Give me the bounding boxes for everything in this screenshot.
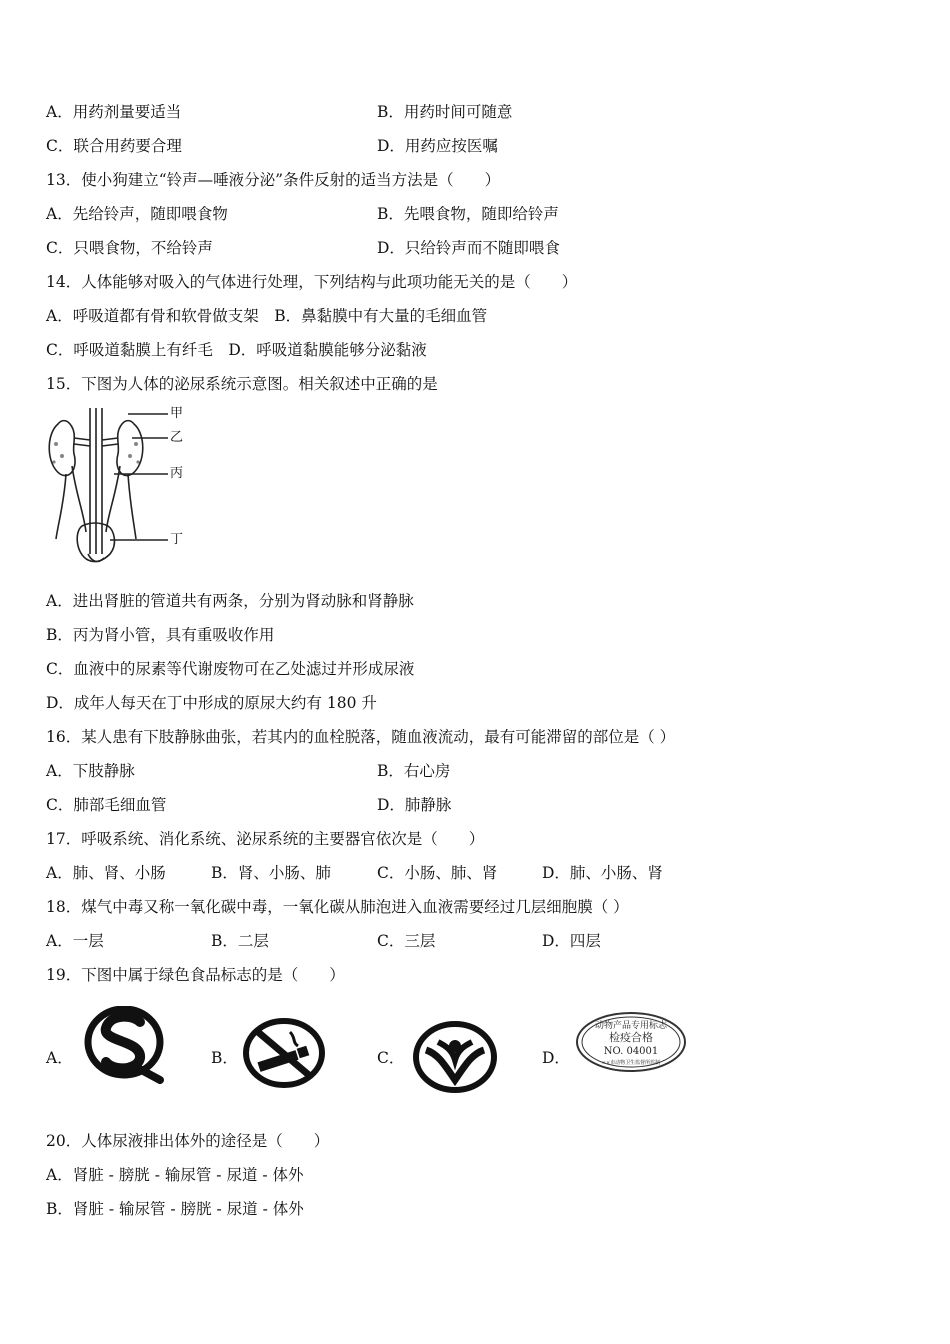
q12-option-c: C．联合用药要合理 [46,137,182,155]
q19-option-b: B． [211,1049,238,1067]
q20-option-b: B．肾脏 - 输尿管 - 膀胱 - 尿道 - 体外 [46,1200,304,1218]
q13-stem: 13．使小狗建立“铃声—唾液分泌”条件反射的适当方法是（ ） [46,171,501,189]
diagram-label-ding: 丁 [170,532,184,547]
quarantine-seal-icon [574,1010,690,1074]
q15-option-c: C．血液中的尿素等代谢废物可在乙处滤过并形成尿液 [46,660,415,678]
q18-option-a: A．一层 [46,932,104,950]
q13-option-c: C．只喂食物，不给铃声 [46,239,213,257]
diagram-label-yi: 乙 [170,430,184,445]
q16-option-c: C．肺部毛细血管 [46,796,167,814]
q14-stem: 14．人体能够对吸入的气体进行处理，下列结构与此项功能无关的是（ ） [46,273,578,291]
q16-stem: 16．某人患有下肢静脉曲张，若其内的血栓脱落，随血液流动，最有可能滞留的部位是（ ） [46,728,676,746]
diagram-label-bing: 丙 [170,466,184,481]
q13-option-b: B．先喂食物，随即给铃声 [377,205,559,223]
q13-option-a: A．先给铃声，随即喂食物 [46,205,228,223]
q19-option-c: C． [377,1049,405,1067]
seal-text-number: NO. 04001 [603,1046,659,1057]
q20-option-a: A．肾脏 - 膀胱 - 输尿管 - 尿道 - 体外 [46,1166,304,1184]
diagram-label-jia: 甲 [170,406,184,421]
q17-option-d: D．肺、小肠、肾 [542,864,663,882]
q17-option-c: C．小肠、肺、肾 [377,864,498,882]
q16-option-b: B．右心房 [377,762,451,780]
q16-option-a: A．下肢静脉 [46,762,135,780]
green-food-logo-icon [412,1020,498,1094]
q18-option-d: D．四层 [542,932,601,950]
q15-option-d: D．成年人每天在丁中形成的原尿大约有 180 升 [46,694,377,712]
q15-option-a: A．进出肾脏的管道共有两条，分别为肾动脉和肾静脉 [46,592,414,610]
seal-text-bottom: ××市动物卫生监督所监制 [601,1060,661,1066]
q16-option-d: D．肺静脉 [377,796,452,814]
no-smoking-icon [242,1018,326,1088]
q12-option-a: A．用药剂量要适当 [46,103,182,121]
seal-text-top: 动物产品专用标志 [594,1021,668,1031]
q20-stem: 20．人体尿液排出体外的途径是（ ） [46,1132,330,1150]
q12-option-b: B．用药时间可随意 [377,103,513,121]
q18-option-b: B．二层 [211,932,269,950]
q14-options-cd: C．呼吸道黏膜上有纤毛 D．呼吸道黏膜能够分泌黏液 [46,341,427,359]
q19-option-d: D． [542,1049,570,1067]
q17-option-a: A．肺、肾、小肠 [46,864,166,882]
q19-stem: 19．下图中属于绿色食品标志的是（ ） [46,966,345,984]
q15-stem: 15．下图为人体的泌尿系统示意图。相关叙述中正确的是 [46,375,438,393]
q18-option-c: C．三层 [377,932,436,950]
q12-option-d: D．用药应按医嘱 [377,137,498,155]
q17-stem: 17．呼吸系统、消化系统、泌尿系统的主要器官依次是（ ） [46,830,485,848]
q17-option-b: B．肾、小肠、肺 [211,864,331,882]
seal-text-main: 检疫合格 [609,1031,653,1044]
qs-logo-icon [84,1006,166,1084]
q14-options-ab: A．呼吸道都有骨和软骨做支架 B．鼻黏膜中有大量的毛细血管 [46,307,488,325]
q15-option-b: B．丙为肾小管，具有重吸收作用 [46,626,275,644]
q19-option-a: A． [46,1049,73,1067]
q13-option-d: D．只给铃声而不随即喂食 [377,239,560,257]
q18-stem: 18．煤气中毒又称一氧化碳中毒，一氧化碳从肺泡进入血液需要经过几层细胞膜（ ） [46,898,629,916]
